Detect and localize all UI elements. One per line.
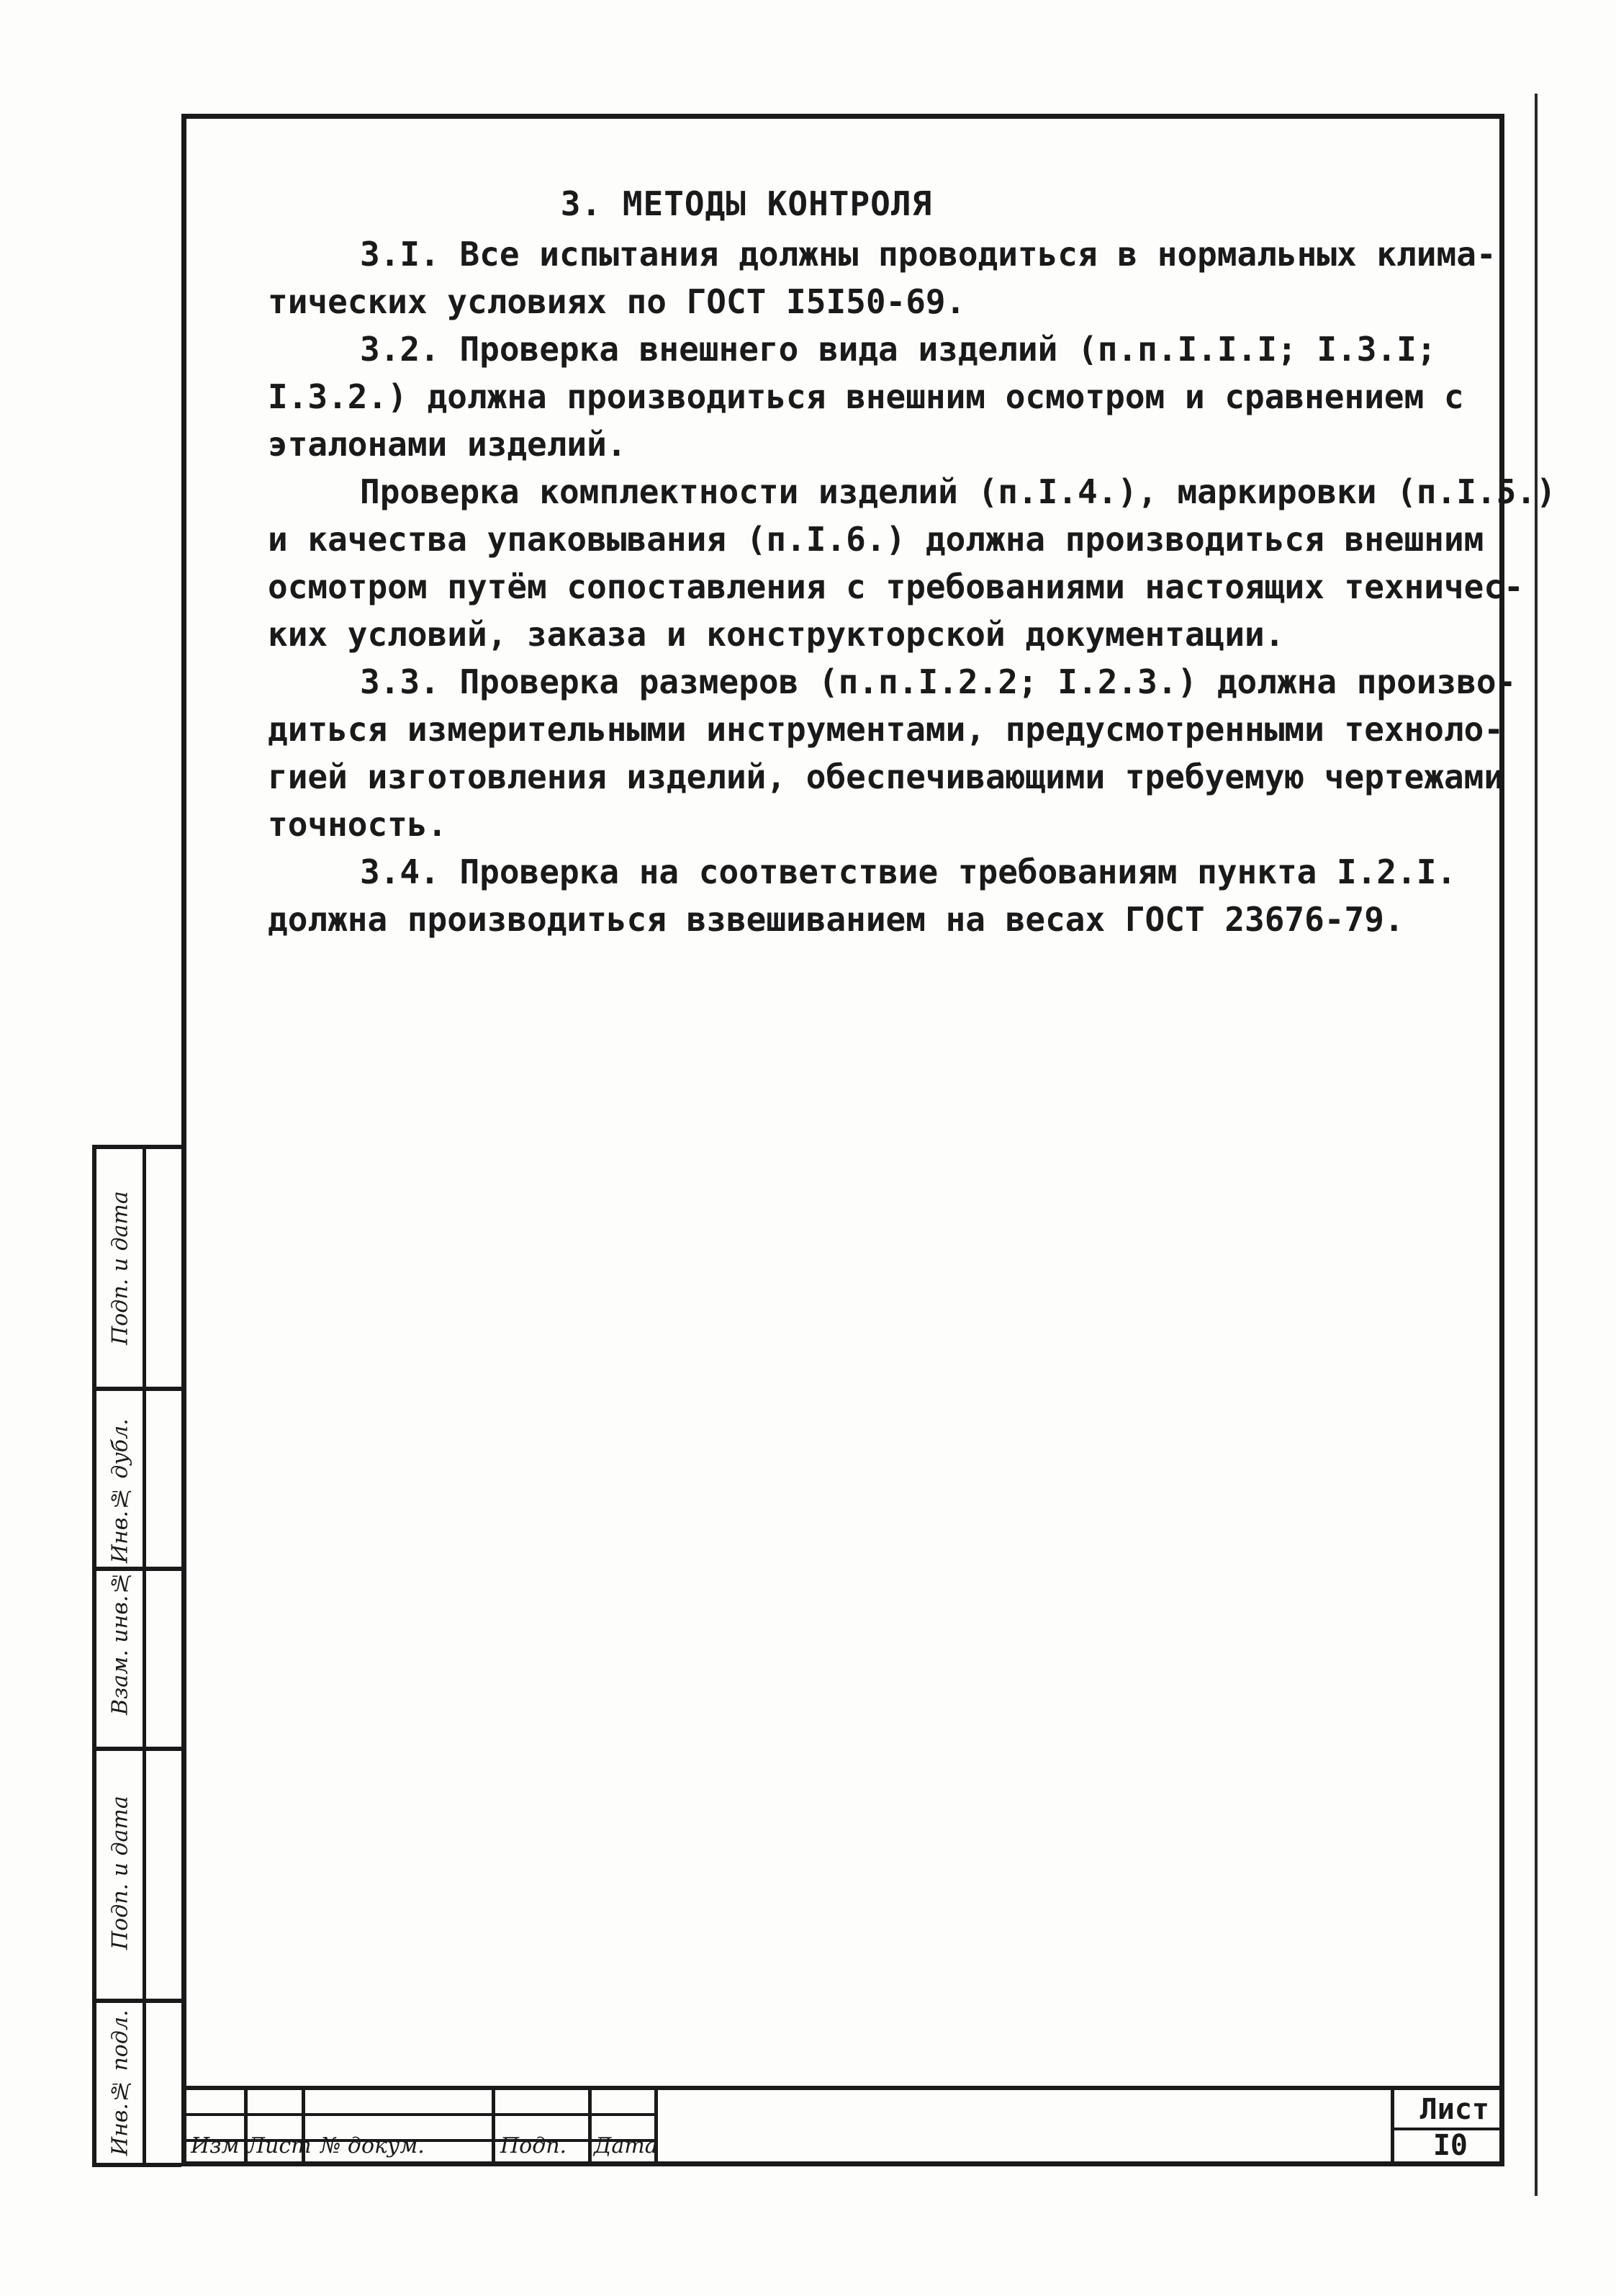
section-heading: 3. МЕТОДЫ КОНТРОЛЯ xyxy=(560,184,933,223)
side-label-inv-original: Инв.№ подл. xyxy=(107,2009,133,2156)
text-line: 3.4. Проверка на соответствие требованиям пункта I.2.I. xyxy=(360,852,1457,891)
text-line: осмотром путём сопоставления с требованиями настоящих техничес- xyxy=(268,567,1524,606)
stamp-col-line xyxy=(588,2090,592,2161)
text-line: должна производиться взвешиванием на весах ГОСТ 23676-79. xyxy=(268,900,1404,939)
sheet-label: Лист xyxy=(1419,2093,1489,2126)
text-line: 3.3. Проверка размеров (п.п.I.2.2; I.2.3.) должна произво- xyxy=(360,662,1517,701)
text-line: диться измерительными инструментами, предусмотренными техноло- xyxy=(268,710,1504,749)
paragraph-3-3 xyxy=(268,658,1517,848)
text-line: I.3.2.) должна производиться внешним осмотром и сравнением с xyxy=(268,377,1464,416)
stamp-row-line xyxy=(186,2113,654,2116)
stamp-col-line xyxy=(1391,2090,1394,2161)
text-line: гией изготовления изделий, обеспечивающими требуемую чертежами xyxy=(268,757,1504,796)
stamp-col-line xyxy=(492,2090,495,2161)
stamp-col-doc-number: № докум. xyxy=(320,2133,425,2158)
sheet-number: I0 xyxy=(1432,2129,1468,2162)
stamp-col-change: Изм xyxy=(191,2133,240,2158)
scan-edge-line xyxy=(1535,94,1538,2196)
stamp-col-date: Дата xyxy=(594,2133,658,2158)
paragraph-3-2 xyxy=(268,325,1477,468)
bottom-stamp xyxy=(186,2086,1499,2161)
paragraph-completeness xyxy=(268,468,1556,658)
side-label-sign-date-2: Подп. и дата xyxy=(107,1796,133,1950)
text-line: тических условиях по ГОСТ I5I50-69. xyxy=(268,282,966,321)
stamp-col-sheet: Лист xyxy=(247,2133,312,2158)
text-line: Проверка комплектности изделий (п.I.4.), маркировки (п.I.5.) xyxy=(360,472,1556,511)
paragraph-3-1 xyxy=(268,230,1497,325)
text-line: эталонами изделий. xyxy=(268,425,627,464)
side-stamp-divider xyxy=(143,1149,146,2163)
paragraph-3-4 xyxy=(268,848,1477,943)
stamp-col-signature: Подп. xyxy=(500,2133,567,2158)
text-line: 3.I. Все испытания должны проводиться в нормальных клима- xyxy=(360,235,1497,274)
side-label-sign-date: Подп. и дата xyxy=(107,1191,133,1345)
text-line: 3.2. Проверка внешнего вида изделий (п.п.I.I.I; I.3.I; xyxy=(360,330,1437,369)
document-body xyxy=(268,180,1556,943)
text-line: точность. xyxy=(268,805,448,844)
side-label-replace-inv: Взам. инв.№ Инв.№ дубл. xyxy=(107,1418,133,1715)
side-stamp xyxy=(92,1145,181,2167)
text-line: ких условий, заказа и конструкторской документации. xyxy=(268,615,1285,654)
text-line: и качества упаковывания (п.I.6.) должна производиться внешним xyxy=(268,520,1484,559)
